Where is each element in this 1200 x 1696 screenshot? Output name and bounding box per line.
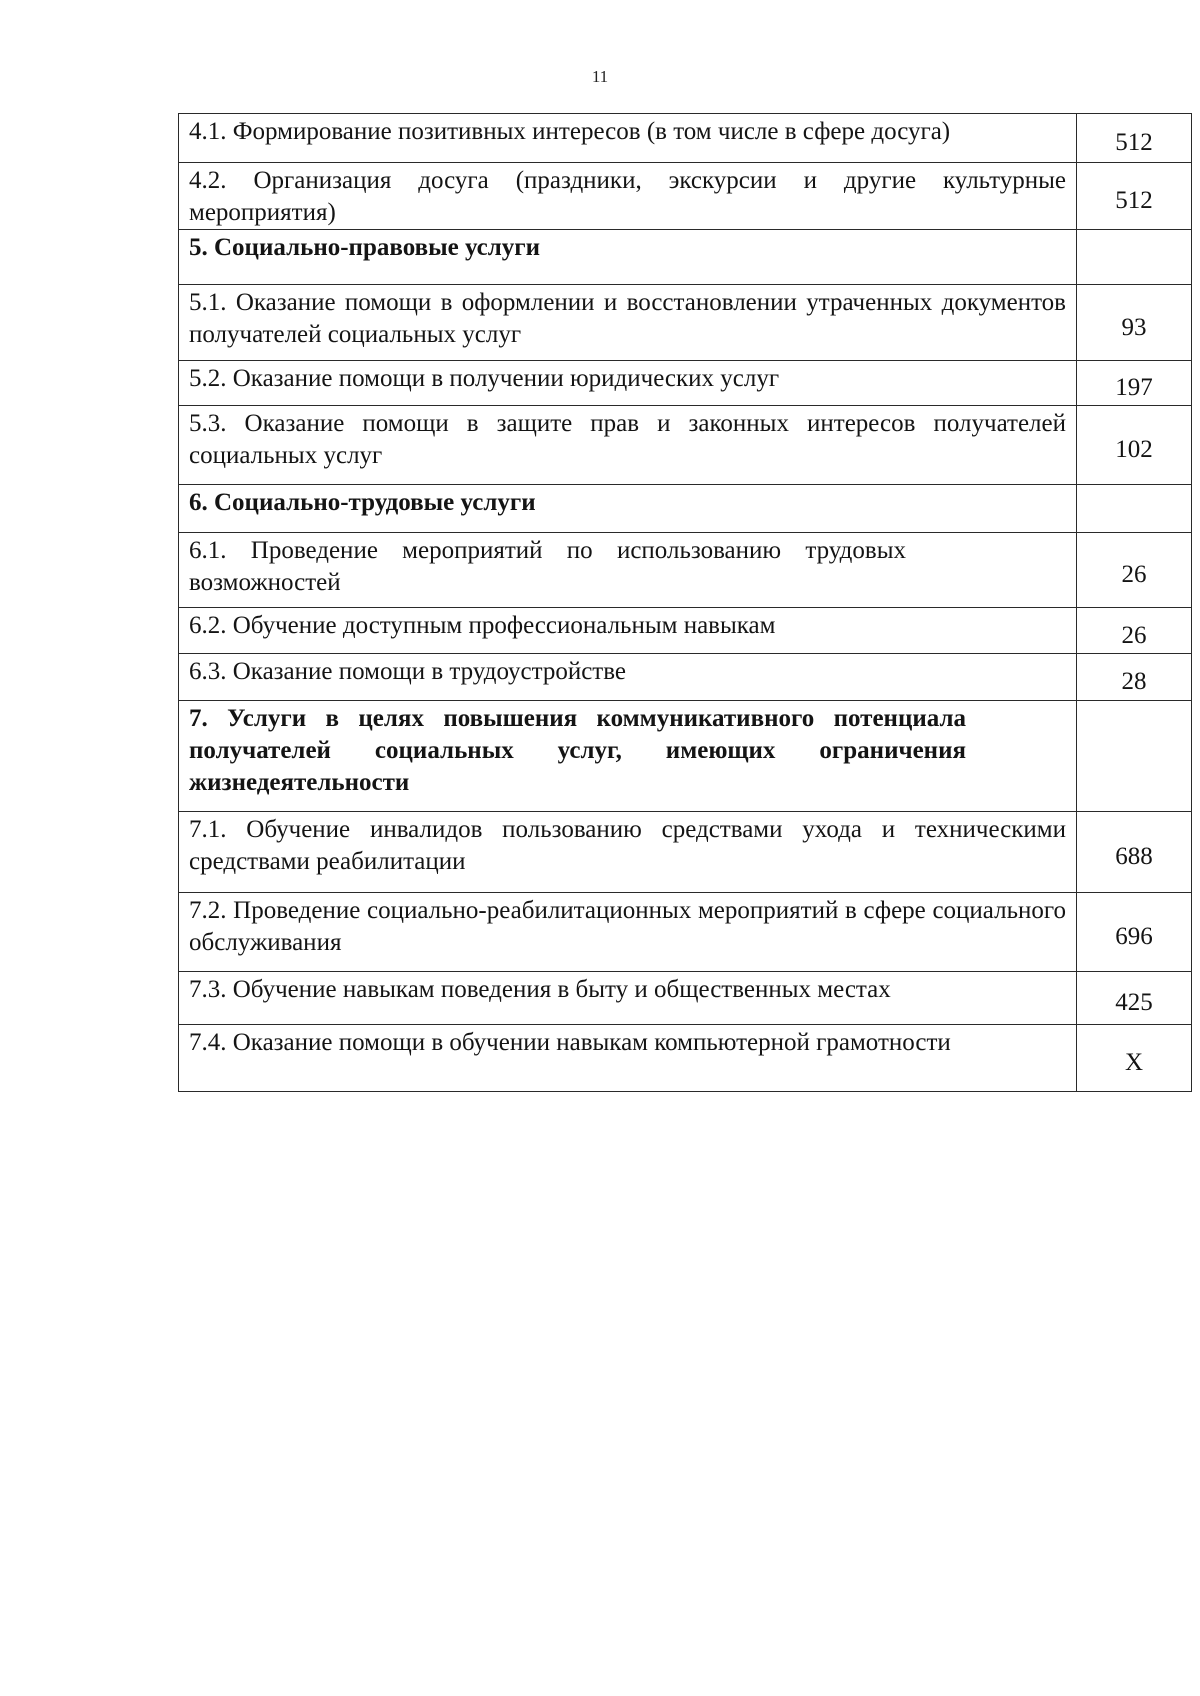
service-count: 512 (1115, 187, 1153, 214)
section-title: 7. Услуги в целях повышения коммуникативного потенциала получателей социальных услуг, имеющих ограничения жизнедеятельности (179, 701, 1077, 811)
service-count: 197 (1115, 374, 1153, 401)
service-name: 7.3. Обучение навыкам поведения в быту и общественных местах (179, 972, 1077, 1024)
service-count: 102 (1115, 436, 1153, 463)
services-table (178, 113, 1192, 1092)
table-row (179, 812, 1191, 893)
table-row (179, 654, 1191, 701)
service-count: 512 (1115, 129, 1153, 156)
section-count (1077, 230, 1191, 284)
service-name: 6.3. Оказание помощи в трудоустройстве (179, 654, 1077, 700)
table-row (179, 608, 1191, 654)
service-name: 4.1. Формирование позитивных интересов (в том числе в сфере досуга) (179, 114, 1077, 162)
service-count: 696 (1115, 923, 1153, 950)
table-row (179, 361, 1191, 406)
page-number: 11 (591, 67, 609, 86)
section-header-row (179, 230, 1191, 285)
service-count: 26 (1121, 561, 1147, 588)
section-title: 5. Социально-правовые услуги (179, 230, 1077, 284)
service-name: 4.2. Организация досуга (праздники, экскурсии и другие культурные мероприятия) (179, 163, 1077, 229)
section-count (1077, 485, 1191, 532)
service-name: 6.2. Обучение доступным профессиональным навыкам (179, 608, 1077, 653)
section-header-row (179, 701, 1191, 812)
service-count: 688 (1115, 843, 1153, 870)
table-row (179, 972, 1191, 1025)
service-count: 425 (1115, 989, 1153, 1016)
service-name: 6.1. Проведение мероприятий по использованию трудовых возможностей (179, 533, 1077, 607)
table-row (179, 163, 1191, 230)
service-name: 7.1. Обучение инвалидов пользованию средствами ухода и техническими средствами реабилитации (179, 812, 1077, 892)
service-name: 7.2. Проведение социально-реабилитационных мероприятий в сфере социального обслуживания (179, 893, 1077, 971)
service-name: 7.4. Оказание помощи в обучении навыкам компьютерной грамотности (179, 1025, 1077, 1091)
section-header-row (179, 485, 1191, 533)
table-row (179, 285, 1191, 361)
table-row (179, 406, 1191, 485)
section-count (1077, 701, 1191, 811)
service-count: 93 (1121, 313, 1147, 341)
table-row (179, 893, 1191, 972)
table-row (179, 533, 1191, 608)
service-count: Х (1124, 1049, 1144, 1076)
service-name: 5.2. Оказание помощи в получении юридических услуг (179, 361, 1077, 405)
section-title: 6. Социально-трудовые услуги (179, 485, 1077, 532)
service-count: 28 (1121, 668, 1147, 695)
table-row (179, 114, 1191, 163)
service-count: 26 (1121, 621, 1147, 649)
table-row (179, 1025, 1191, 1092)
service-name: 5.1. Оказание помощи в оформлении и восстановлении утраченных документов получателей социальных услуг (179, 285, 1077, 360)
service-name: 5.3. Оказание помощи в защите прав и законных интересов получателей социальных услуг (179, 406, 1077, 484)
